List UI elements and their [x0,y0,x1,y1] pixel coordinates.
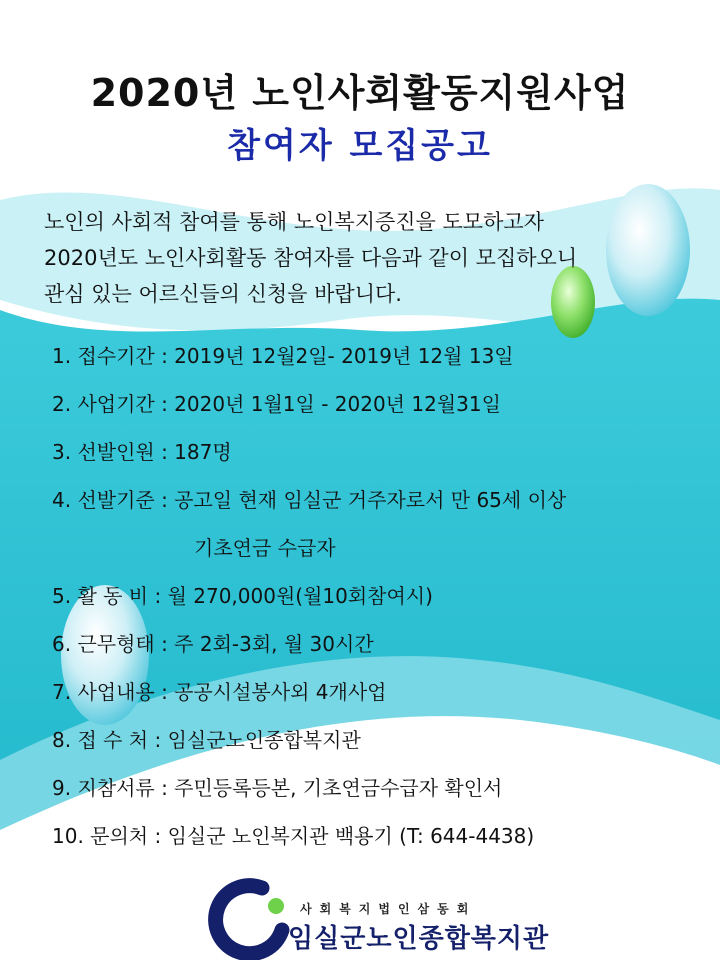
detail-item-selection-criteria-cont: 기초연금 수급자 [194,536,336,560]
intro-line: 2020년도 노인사회활동 참여자를 다음과 같이 모집하오니 [44,246,578,270]
intro-line: 관심 있는 어르신들의 신청을 바랍니다. [44,282,402,306]
detail-item-project-content: 7. 사업내용 : 공공시설봉사외 4개사업 [52,680,387,704]
detail-item-activity-pay: 5. 활 동 비 : 월 270,000원(월10회참여시) [52,584,433,608]
org-name: 임실군노인종합복지관 [288,924,550,954]
detail-item-work-type: 6. 근무형태 : 주 2회-3회, 월 30시간 [52,632,374,656]
detail-item-selection-criteria: 4. 선발기준 : 공고일 현재 임실군 거주자로서 만 65세 이상 [52,488,567,512]
org-subtitle: 사회복지법인삼동회 [300,902,477,916]
intro-paragraph [44,204,694,312]
detail-item-contact: 10. 문의처 : 임실군 노인복지관 백용기 (T: 644-4438) [52,824,535,848]
poster-title: 2020년 노인사회활동지원사업 [90,71,630,115]
detail-item-project-period: 2. 사업기간 : 2020년 1월1일 - 2020년 12월31일 [52,392,501,416]
detail-item-required-documents: 9. 지참서류 : 주민등록등본, 기초연금수급자 확인서 [52,776,503,800]
poster-subtitle: 참여자 모집공고 [227,126,493,166]
detail-item-selection-count: 3. 선발인원 : 187명 [52,440,232,464]
detail-item-application-period: 1. 접수기간 : 2019년 12월2일- 2019년 12월 13일 [52,344,514,368]
intro-line: 노인의 사회적 참여를 통해 노인복지증진을 도모하고자 [44,210,544,234]
detail-item-reception-place: 8. 접 수 처 : 임실군노인종합복지관 [52,728,361,752]
